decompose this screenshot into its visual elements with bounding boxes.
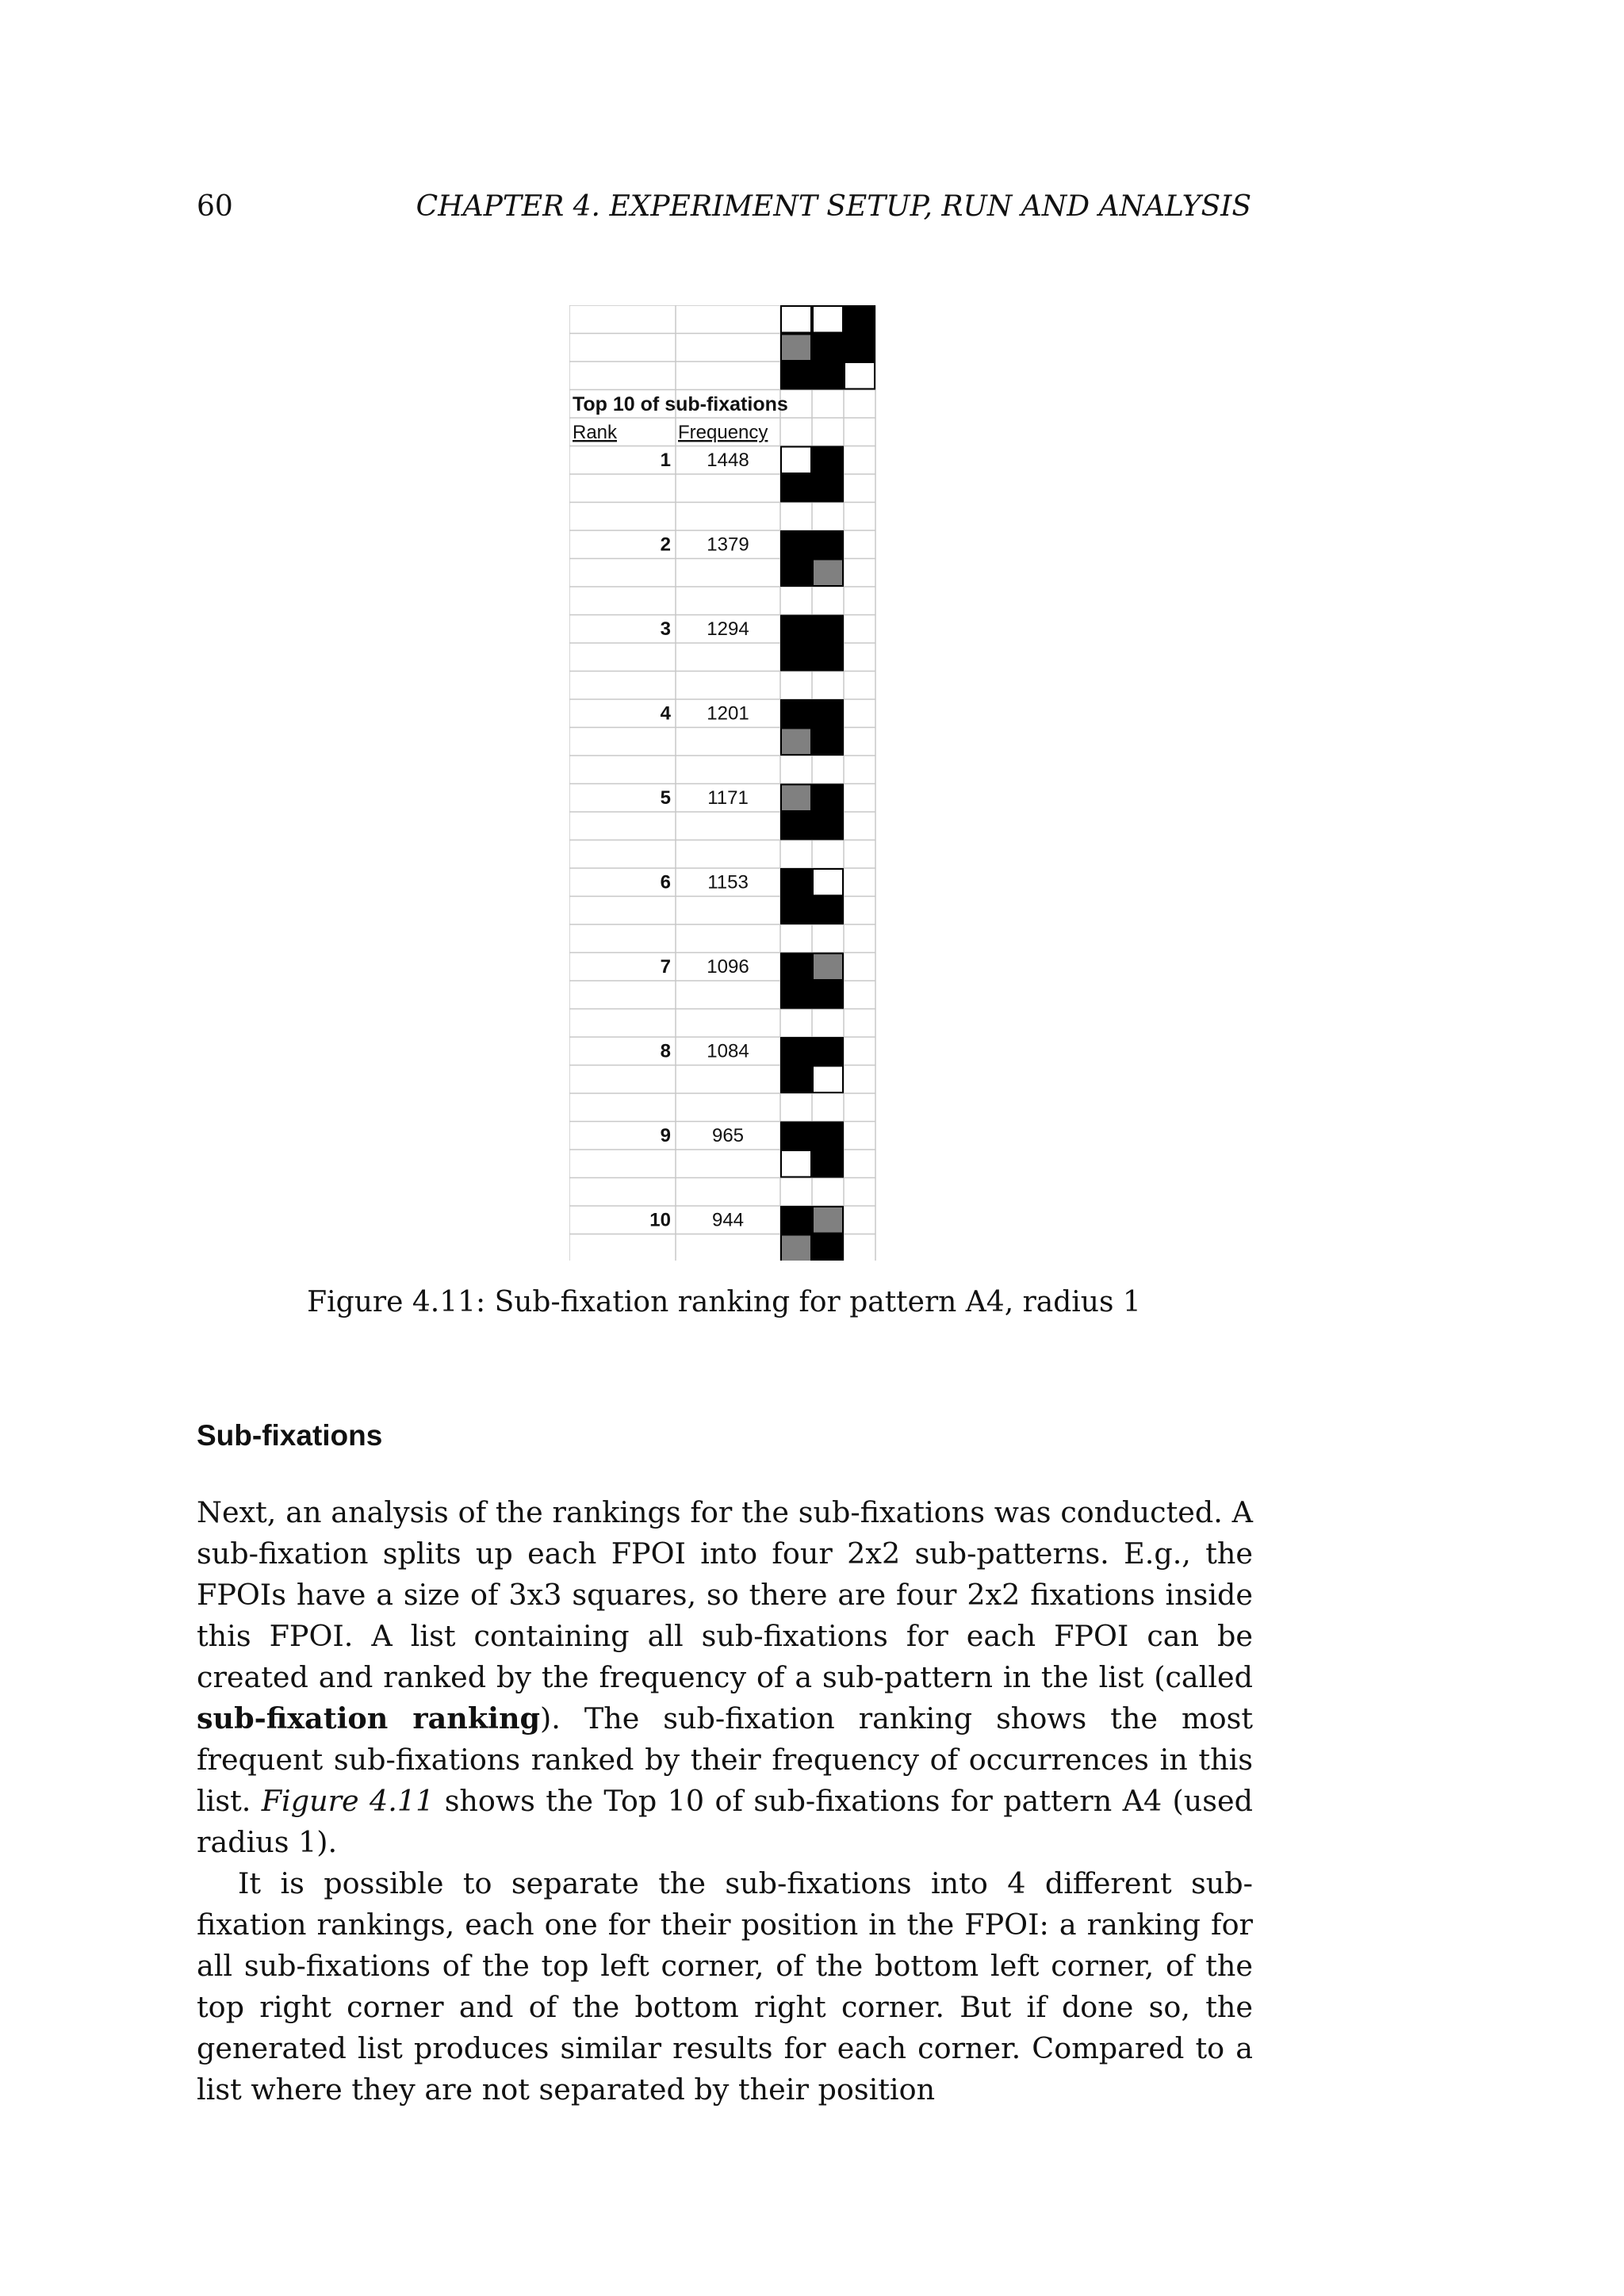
sub-fixation-pattern-cell <box>781 1150 811 1177</box>
sub-fixation-pattern-cell <box>781 1207 811 1234</box>
rank-value: 7 <box>660 956 671 978</box>
spreadsheet-image <box>569 305 879 1261</box>
sub-fixation-pattern-cell <box>813 954 843 981</box>
figure-reference: Figure 4.11 <box>261 1784 435 1818</box>
sub-fixation-pattern-cell <box>781 1066 811 1093</box>
sub-fixation-table-figure <box>569 305 879 1261</box>
frequency-value: 1448 <box>707 450 749 472</box>
sub-fixation-pattern-cell <box>781 1123 811 1150</box>
sub-fixation-pattern-cell <box>781 700 811 727</box>
figure-caption: Figure 4.11: Sub-fixation ranking for pattern A4, radius 1 <box>307 1286 1141 1318</box>
sub-fixation-pattern-cell <box>781 982 811 1008</box>
sub-fixation-pattern-cell <box>813 447 843 474</box>
sub-fixation-pattern-cell <box>813 869 843 896</box>
header-pattern-cell <box>845 306 875 333</box>
frequency-value: 944 <box>711 1209 745 1231</box>
sub-fixation-pattern-cell <box>813 475 843 502</box>
sub-fixation-pattern-cell <box>813 1066 843 1093</box>
sub-fixation-pattern-cell <box>781 616 811 643</box>
p1-text-b: ). The sub-fixation ranking shows the most frequent sub-fixations ranked by their frequency of occurrences in this list. <box>197 1701 1253 1818</box>
sub-fixation-pattern-cell <box>781 1038 811 1065</box>
sub-fixation-pattern-cell <box>813 560 843 587</box>
rank-value: 4 <box>660 702 671 725</box>
table-title: Top 10 of sub-fixations <box>573 393 788 415</box>
frequency-value: 1084 <box>707 1040 749 1062</box>
sub-fixation-pattern-cell <box>781 729 811 756</box>
paragraph-2: It is possible to separate the sub-fixations into 4 different sub-fixation rankings, each one for their position in the FPOI: a ranking for all sub-fixations of the top left corner, of the bottom left corner, of the top right corner and of the bottom right corner. But if done so, the generated list produces similar results for each corner. Compared to a list where they are not separated by their position <box>197 1866 1253 2107</box>
frequency-value: 1096 <box>707 956 749 978</box>
paragraph-1 <box>197 1492 1253 1863</box>
header-pattern-cell <box>813 362 843 389</box>
sub-fixation-pattern-cell <box>813 1150 843 1177</box>
sub-fixation-pattern-cell <box>781 644 811 671</box>
rank-value: 2 <box>660 534 671 556</box>
rank-value: 8 <box>660 1040 671 1062</box>
sub-fixation-pattern-cell <box>813 1207 843 1234</box>
p1-text-c: shows the Top 10 of sub-fixations for pattern A4 (used radius 1). <box>197 1784 1253 1859</box>
sub-fixation-pattern-cell <box>781 447 811 474</box>
sub-fixation-pattern-cell <box>781 785 811 812</box>
rank-value: 1 <box>660 450 671 472</box>
frequency-value: 1294 <box>707 618 749 641</box>
sub-fixation-pattern-cell <box>813 1235 843 1261</box>
header-pattern-cell <box>781 362 811 389</box>
sub-fixation-pattern-cell <box>781 897 811 924</box>
rank-value: 9 <box>660 1125 671 1147</box>
sub-fixation-pattern-cell <box>781 813 811 840</box>
p1-text-a: Next, an analysis of the rankings for the sub-fixations was conducted. A sub-fixation splits up each FPOI into four 2x2 sub-patterns. E.g., the FPOIs have a size of 3x3 squares, so there are four 2x2 fixations inside this FPOI. A list containing all sub-fixations for each FPOI can be created and ranked by the frequency of a sub-pattern in the list (called <box>197 1495 1253 1694</box>
bold-term: sub-fixation ranking <box>197 1701 541 1735</box>
rank-value: 10 <box>649 1209 671 1231</box>
sub-fixation-pattern-cell <box>813 616 843 643</box>
sub-fixation-pattern-cell <box>813 897 843 924</box>
header-pattern-cell <box>813 335 843 362</box>
sub-fixation-pattern-cell <box>813 1038 843 1065</box>
frequency-value: 1171 <box>707 787 749 809</box>
rank-column-header: Rank <box>573 422 618 443</box>
sub-fixation-pattern-cell <box>813 644 843 671</box>
header-pattern-cell <box>845 335 875 362</box>
rank-value: 5 <box>660 787 671 809</box>
sub-fixation-pattern-cell <box>813 729 843 756</box>
sub-fixation-pattern-cell <box>781 475 811 502</box>
sub-fixation-pattern-cell <box>781 560 811 587</box>
header-pattern-cell <box>781 335 811 362</box>
header-pattern-cell <box>781 306 811 333</box>
running-head <box>197 190 1251 230</box>
sub-fixation-pattern-cell <box>781 1235 811 1261</box>
sub-fixation-pattern-cell <box>813 982 843 1008</box>
header-pattern-cell <box>813 306 843 333</box>
page-number: 60 <box>197 190 233 223</box>
sub-fixation-pattern-cell <box>813 785 843 812</box>
frequency-value: 965 <box>711 1125 745 1147</box>
chapter-title: CHAPTER 4. EXPERIMENT SETUP, RUN AND ANALYSIS <box>416 190 1251 223</box>
sub-fixation-pattern-cell <box>781 954 811 981</box>
sub-fixation-pattern-cell <box>813 1123 843 1150</box>
rank-value: 3 <box>660 618 671 641</box>
sub-fixation-pattern-cell <box>781 869 811 896</box>
sub-fixation-pattern-cell <box>813 813 843 840</box>
rank-value: 6 <box>660 871 671 894</box>
sub-fixation-pattern-cell <box>781 531 811 558</box>
frequency-value: 1201 <box>707 702 749 725</box>
frequency-value: 1379 <box>707 534 749 556</box>
body-text <box>197 1492 1253 2110</box>
header-pattern-cell <box>845 362 875 389</box>
sub-fixation-pattern-cell <box>813 700 843 727</box>
sub-fixation-pattern-cell <box>813 531 843 558</box>
frequency-column-header: Frequency <box>678 422 768 443</box>
section-heading: Sub-fixations <box>197 1419 383 1452</box>
frequency-value: 1153 <box>707 871 749 894</box>
